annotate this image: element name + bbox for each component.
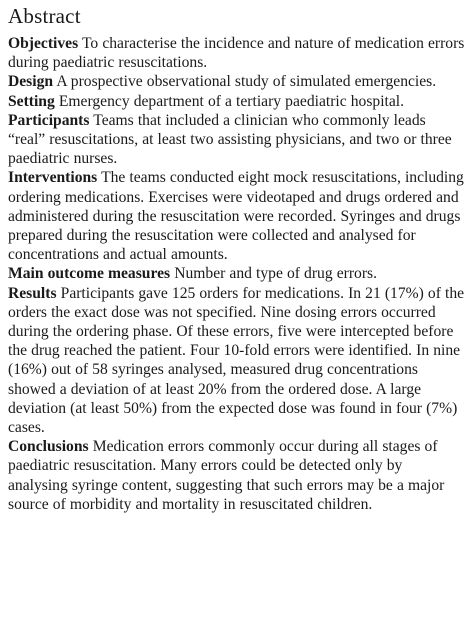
section-objectives [8, 34, 466, 72]
section-heading: Main outcome measures [8, 265, 171, 283]
section-participants [8, 111, 466, 169]
section-text: Emergency department of a tertiary paediatric hospital. [58, 92, 405, 110]
section-conclusions [8, 437, 466, 514]
section-text: Teams that included a clinician who commonly leads “real” resuscitations, at least two assisting physicians, and two or three paediatric nurses. [8, 111, 452, 168]
section-text: Number and type of drug errors. [174, 265, 377, 283]
section-results [8, 284, 466, 438]
section-heading: Results [8, 284, 57, 302]
section-text: Medication errors commonly occur during all stages of paediatric resuscitation. Many errors could be detected only by analysing syringe content, suggesting that such errors may be a major source of morbidity and mortality in resuscitated children. [8, 438, 445, 513]
section-text: To characterise the incidence and nature of medication errors during paediatric resuscitations. [8, 35, 465, 72]
section-design [8, 72, 466, 91]
section-main-outcome-measures [8, 264, 466, 283]
section-heading: Conclusions [8, 438, 89, 456]
abstract-title: Abstract [8, 4, 81, 28]
section-text: The teams conducted eight mock resuscitations, including ordering medications. Exercises were videotaped and drugs ordered and administered during the resuscitation were recorded. Syringes and drugs prepared during the resuscitation were collected and analysed for concentrations and actual amounts. [8, 169, 464, 264]
section-heading: Objectives [8, 35, 79, 52]
abstract [8, 3, 466, 514]
section-heading: Setting [8, 92, 55, 110]
section-text: Participants gave 125 orders for medications. In 21 (17%) of the orders the exact dose was not specified. Nine dosing errors occurred during the ordering phase. Of these errors, five were intercepted before the drug reached the patient. Four 10-fold errors were identified. In nine (16%) out of 58 syringes analysed, measured drug concentrations showed a deviation of at least 20% from the ordered dose. A large deviation (at least 50%) from the expected dose was found in four (7%) cases. [8, 284, 465, 437]
section-setting [8, 92, 466, 111]
section-interventions [8, 168, 466, 264]
section-text: A prospective observational study of simulated emergencies. [56, 73, 437, 91]
section-heading: Design [8, 73, 54, 91]
section-heading: Interventions [8, 169, 98, 187]
section-heading: Participants [8, 111, 90, 129]
